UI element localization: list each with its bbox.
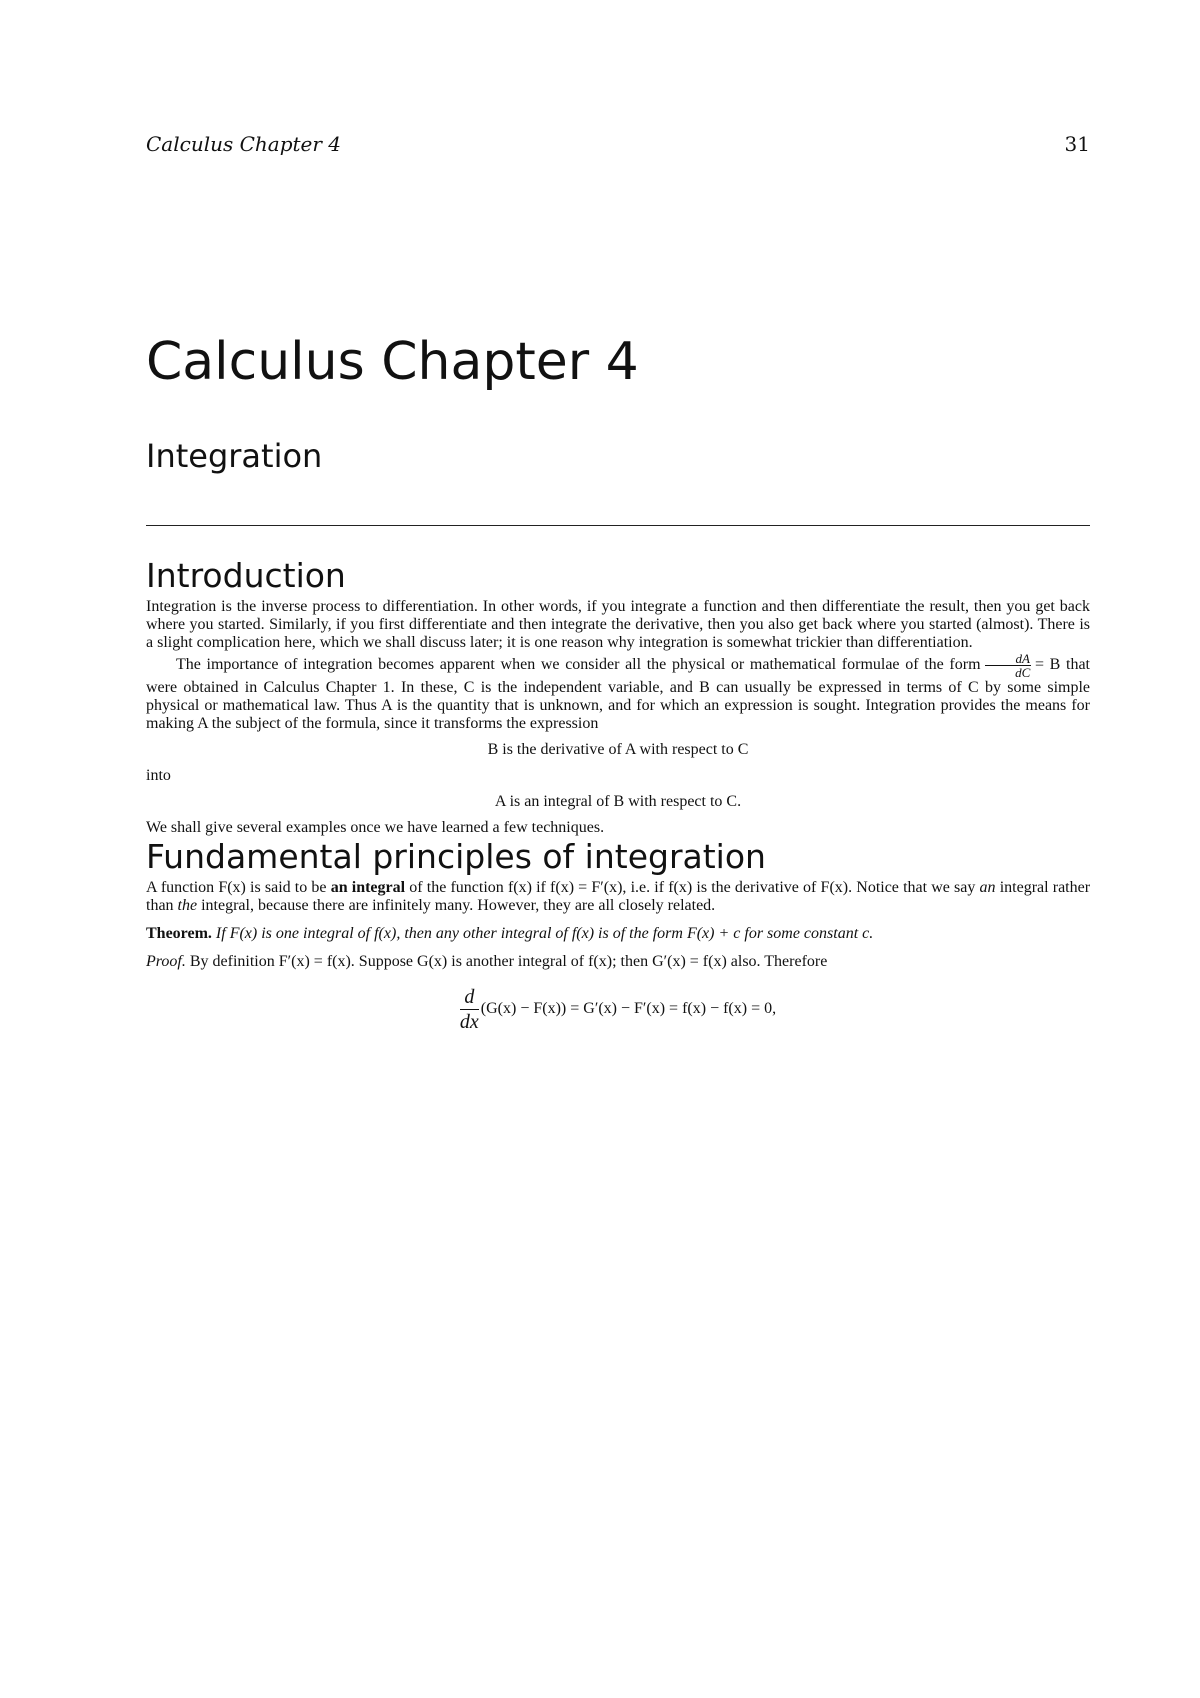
- eq-denominator: dx: [459, 1011, 479, 1033]
- proof-label: Proof.: [146, 953, 186, 970]
- theorem: [146, 925, 1090, 943]
- intro-p2-part-b: = B that were obtained in Calculus Chapter 1. In these, C is the independent variable, and B can usually be expressed in terms of C by some simple physical or mathematical law. Thus A is the quantity that is unknown, and for which an expression is sought. Integration provides the means for making A the subject of the formula, since it transforms the expression: [146, 656, 1090, 732]
- derivative-fraction: [460, 985, 479, 1034]
- proof: [146, 953, 1090, 971]
- theorem-label: Theorem.: [146, 925, 212, 942]
- emphasis-the: the: [177, 897, 198, 914]
- fraction-dA-dC: [985, 652, 1031, 679]
- running-header: [146, 132, 1090, 162]
- bold-term: an integral: [330, 879, 406, 896]
- fund-p1-b: of the function f(x) if f(x) = F′(x), i.e. if f(x) is the derivative of F(x). Notice that we say: [409, 879, 976, 896]
- eq-numerator: d: [460, 985, 479, 1010]
- fundamentals-paragraph-1: [146, 879, 1090, 915]
- fraction-numerator: dA: [985, 652, 1031, 666]
- chapter-subtitle: Integration: [146, 437, 323, 475]
- into-text: into: [146, 767, 171, 784]
- intro-paragraph-1: Integration is the inverse process to differentiation. In other words, if you integrate a function and then differentiate the result, then you get back where you started. Similarly, if you first differentiate and then integrate the derivative, then you also get back where you started (almost). There is a slight complication here, which we shall discuss later; it is one reason why integration is somewhat trickier than differentiation.: [146, 598, 1090, 651]
- fund-p1-c: integral rather than: [146, 879, 1091, 914]
- section-heading-introduction: Introduction: [146, 556, 346, 595]
- running-title: Calculus Chapter 4: [146, 132, 342, 156]
- display-statement-1: B is the derivative of A with respect to C: [487, 741, 749, 758]
- intro-paragraph-2: [146, 652, 1090, 733]
- horizontal-rule: [146, 525, 1090, 526]
- page-number: 31: [1064, 132, 1090, 156]
- chapter-title: Calculus Chapter 4: [146, 332, 639, 392]
- intro-p2-part-a: The importance of integration becomes apparent when we consider all the physical or mathematical formulae of the form: [176, 656, 981, 674]
- display-equation: [146, 985, 1090, 1034]
- theorem-text: If F(x) is one integral of f(x), then any other integral of f(x) is of the form F(x) + c for some constant c.: [215, 925, 874, 942]
- main-content: [146, 556, 1090, 1042]
- fund-p1-a: A function F(x) is said to be: [146, 879, 327, 896]
- equation-rest: (G(x) − F(x)) = G′(x) − F′(x) = f(x) − f(x) = 0,: [480, 1000, 777, 1018]
- intro-paragraph-3: We shall give several examples once we have learned a few techniques.: [146, 819, 605, 836]
- emphasis-an: an: [979, 879, 996, 896]
- section-heading-fundamentals: Fundamental principles of integration: [146, 837, 766, 876]
- fraction-denominator: dC: [1015, 665, 1031, 680]
- display-statement-2: A is an integral of B with respect to C.: [494, 793, 742, 810]
- proof-text: By definition F′(x) = f(x). Suppose G(x) is another integral of f(x); then G′(x) = f(x) also. Therefore: [189, 953, 828, 970]
- fund-p1-d: integral, because there are infinitely many. However, they are all closely related.: [201, 897, 716, 914]
